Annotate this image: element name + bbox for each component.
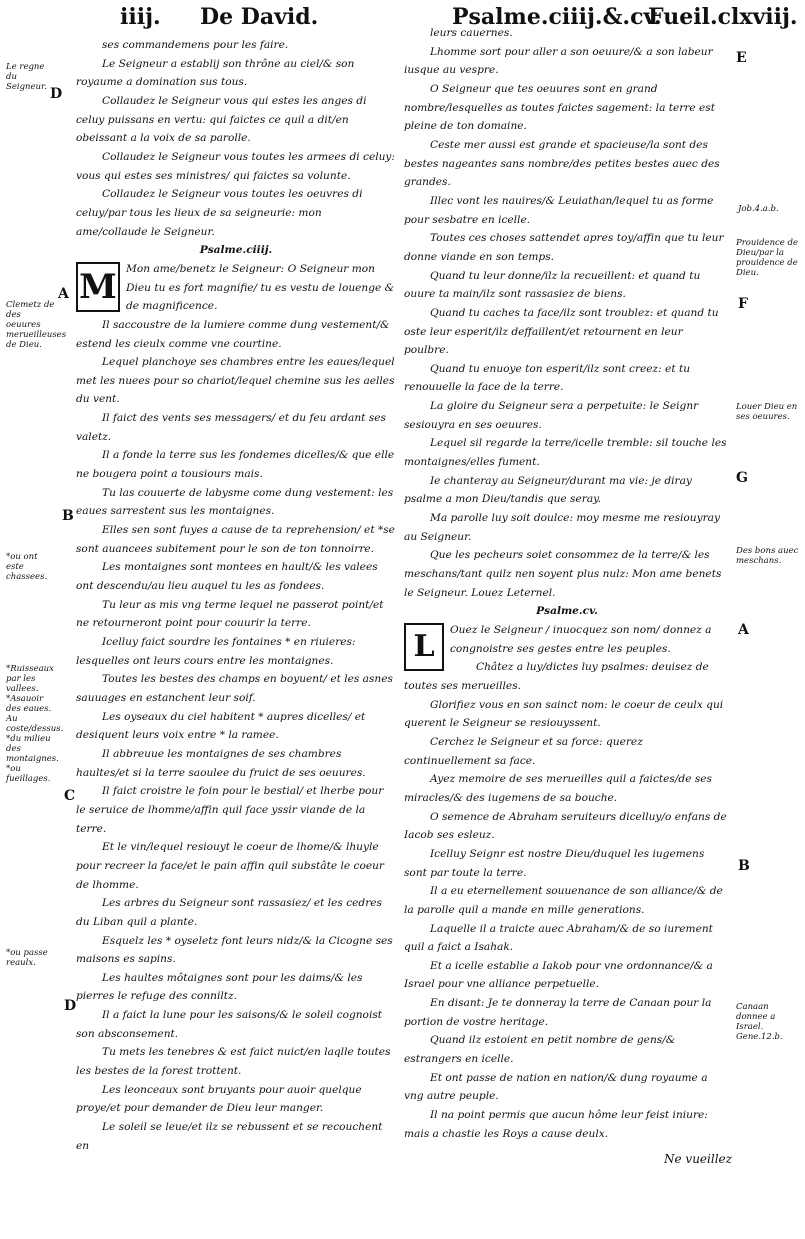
verse-paragraph — [404, 920, 730, 957]
left-margin-letter: C — [64, 788, 76, 804]
verse-text: Icelluy faict sourdre les fontaines * en riuieres: lesquelles ont leurs cours entre les montaignes. — [76, 636, 356, 667]
verse-text: Les arbres du Seigneur sont rassasiez/ et les cedres du Liban quil a plante. — [76, 897, 382, 928]
verse-text: Collaudez le Seigneur vous toutes les armees di celuy: vous qui estes ses ministres/ qui faictes sa volunte. — [76, 150, 395, 182]
verse-paragraph — [76, 894, 396, 931]
verse-paragraph — [76, 558, 396, 595]
verse-text: Mon ame/benetz le Seigneur: O Seigneur mon Dieu tu es fort magnifie/ tu es vestu de louenge & de magnificence. — [126, 262, 395, 313]
verse-text: Le Seigneur a establij son thrône au ciel/& son royaume a domination sus tous. — [76, 57, 355, 89]
verse-paragraph — [76, 969, 396, 1006]
verse-paragraph — [404, 24, 730, 43]
verse-text: Les montaignes sont montees en hault/& les valees ont descendu/au lieu auquel tu les as fondees. — [76, 561, 378, 593]
verse-paragraph — [404, 845, 730, 882]
verse-text: Les leonceaux sont bruyants pour auoir quelque proye/et pour demander de Dieu leur manger. — [76, 1083, 362, 1115]
verse-paragraph — [76, 55, 396, 92]
verse-text: Glorifiez vous en son sainct nom: le coeur de ceulx qui querent le Seigneur se resiouyssent. — [404, 698, 724, 730]
verse-paragraph — [76, 932, 396, 969]
psalm-heading — [76, 241, 396, 260]
verse-paragraph — [76, 1118, 396, 1155]
verse-text: Et ont passe de nation en nation/& dung royaume a vng autre peuple. — [404, 1071, 708, 1103]
verse-paragraph — [404, 472, 730, 509]
verse-text: O semence de Abraham seruiteurs dicelluy/o enfans de Iacob ses esleuz. — [404, 810, 727, 842]
verse-paragraph — [76, 185, 396, 241]
verse-text: Icelluy Seignr est nostre Dieu/duquel les iugemens sont par toute la terre. — [404, 847, 705, 879]
verse-paragraph — [76, 670, 396, 707]
verse-paragraph — [404, 80, 730, 136]
verse-paragraph — [404, 43, 730, 80]
verse-paragraph — [76, 521, 396, 558]
verse-paragraph — [404, 621, 730, 664]
verse-paragraph — [404, 192, 730, 229]
drop-cap-initial: L — [404, 623, 444, 671]
verse-text: Elles sen sont fuyes a cause de ta reprehension/ et *se sont auancees subitement pour le son de ton tonnoirre. — [76, 524, 395, 555]
verse-paragraph — [404, 1031, 730, 1068]
verse-paragraph — [76, 353, 396, 409]
verse-paragraph — [404, 509, 730, 546]
verse-paragraph — [76, 1081, 396, 1118]
verse-text: Collaudez le Seigneur vous qui estes les anges di celuy puissans en vertu: qui faictes ce quil a dit/en obeissant a la voix de sa parolle. — [76, 94, 367, 145]
verse-text: Et le vin/lequel resiouyt le coeur de lhome/& lhuyle pour recreer la face/et le pain affin quil substâte le coeur de lhomme. — [76, 841, 384, 891]
left-margin-note: Le regne du Seigneur. — [6, 62, 47, 92]
right-margin-note: Job.4.a.b. — [738, 204, 779, 214]
verse-paragraph — [404, 136, 730, 192]
verse-text: Il a faict la lune pour les saisons/& le soleil cognoist son absconsement. — [76, 1009, 383, 1040]
left-margin-note: *ou passe reaulx. — [6, 948, 48, 968]
verse-paragraph — [76, 782, 396, 838]
psalm-heading — [404, 602, 730, 621]
verse-text: Les haultes môtaignes sont pour les daims/& les pierres le refuge des conniltz. — [76, 971, 363, 1003]
verse-text: Laquelle il a traicte auec Abraham/& de so iurement quil a faict a Isahak. — [404, 922, 713, 954]
verse-paragraph — [404, 546, 730, 602]
verse-text: Et a icelle establie a Iakob pour vne ordonnance/& a Israel pour vne alliance perpetuelle. — [404, 959, 713, 991]
verse-paragraph — [76, 92, 396, 148]
right-margin-note: Canaan donnee a Israel. Gene.12.b. — [736, 1002, 783, 1042]
verse-text: Quand ilz estoient en petit nombre de gens/& estrangers en icelle. — [404, 1034, 676, 1066]
verse-text: Ceste mer aussi est grande et spacieuse/la sont des bestes nageantes sans nombre/des petites bestes auec des grandes. — [404, 138, 720, 189]
verse-text: Il na point permis que aucun hôme leur feist iniure: mais a chastie les Roys a cause deulx. — [404, 1109, 708, 1140]
verse-paragraph — [404, 1106, 730, 1143]
verse-paragraph — [76, 1006, 396, 1043]
verse-paragraph — [404, 1069, 730, 1106]
right-folio: Fueil.clxviij. — [648, 4, 798, 30]
right-title: Psalme.ciiij.&.cv. — [452, 4, 662, 30]
left-title: De David. — [200, 4, 319, 30]
left-folio: iiij. — [120, 4, 161, 30]
verse-text: Lequel sil regarde la terre/icelle tremble: sil touche les montaignes/elles fument. — [404, 437, 727, 469]
left-margin-letter: B — [62, 508, 74, 524]
verse-text: Il abbreuue les montaignes de ses chambres haultes/et si la terre saoulee du fruict de ses oeuures. — [76, 747, 366, 779]
verse-paragraph — [76, 446, 396, 483]
verse-paragraph — [404, 957, 730, 994]
verse-paragraph — [404, 360, 730, 397]
verse-paragraph — [404, 229, 730, 266]
verse-text: O Seigneur que tes oeuures sont en grand nombre/lesquelles as toutes faictes sagement: la terre est pleine de ton domaine. — [404, 82, 716, 133]
verse-paragraph — [76, 596, 396, 633]
verse-text: Le soleil se leue/et ilz se rebussent et se recouchent en — [76, 1121, 383, 1152]
verse-text: Les oyseaux du ciel habitent * aupres dicelles/ et desiquent leurs voix entre * la ramee. — [76, 710, 366, 742]
verse-text: Ouez le Seigneur / inuocquez son nom/ donnez a congnoistre ses gestes entre les peuples. — [450, 624, 712, 655]
verse-text: Toutes les bestes des champs en boyuent/ et les asnes sauuages en estanchent leur soif. — [76, 673, 393, 704]
drop-cap-initial: M — [76, 262, 120, 312]
catchword: Ne vueillez — [664, 1152, 732, 1166]
verse-text: Il saccoustre de la lumiere comme dung vestement/& estend les cieulx comme vne courtine. — [76, 318, 390, 350]
verse-text: Lequel planchoye ses chambres entre les eaues/lequel met les nuees pour so chariot/lequel chemine sus les aelles du vent. — [76, 356, 395, 406]
left-margin-note: Clemetz de des oeuures merueilleuses de Dieu. — [6, 300, 67, 350]
verse-paragraph — [404, 434, 730, 471]
verse-text: Toutes ces choses sattendet apres toy/affin que tu leur donne viande en son temps. — [404, 232, 724, 263]
right-margin-letter: E — [736, 50, 747, 66]
verse-text: Tu leur as mis vng terme lequel ne passerot point/et ne retourneront point pour couurir la terre. — [76, 598, 384, 630]
right-margin-letter: A — [738, 622, 749, 638]
verse-text: Collaudez le Seigneur vous toutes les oeuvres di celuy/par tous les lieux de sa seigneurie: mon ame/collaude le Seigneur. — [76, 188, 363, 238]
verse-text: Tu mets les tenebres & est faict nuict/en laqlle toutes les bestes de la forest trottent. — [76, 1046, 391, 1078]
left-text-column — [76, 36, 396, 1155]
verse-text: Tu las couuerte de labysme come dung vestement: les eaues sarrestent sus les montaignes. — [76, 486, 394, 518]
right-margin-note: Prouidence de Dieu/par la prouidence de Dieu. — [736, 238, 799, 278]
left-margin-note: *Asauoir des eaues. Au coste/dessus. *du milieu des montaignes. *ou fueillages. — [6, 694, 64, 784]
verse-text: Lhomme sort pour aller a son oeuure/& a son labeur iusque au vespre. — [404, 45, 713, 77]
verse-paragraph — [404, 658, 730, 695]
verse-paragraph — [404, 882, 730, 919]
verse-text: Illec vont les nauires/& Leuiathan/lequel tu as forme pour sesbatre en icelle. — [404, 194, 714, 226]
verse-text: Psalme.ciiij. — [199, 244, 273, 257]
verse-paragraph — [404, 397, 730, 434]
verse-paragraph — [76, 409, 396, 446]
verse-paragraph — [76, 36, 396, 55]
left-margin-letter: D — [64, 998, 77, 1014]
verse-paragraph — [76, 745, 396, 782]
verse-paragraph — [76, 316, 396, 353]
right-margin-letter: F — [738, 296, 748, 312]
verse-paragraph — [76, 633, 396, 670]
right-text-column — [404, 24, 730, 1143]
verse-paragraph — [76, 484, 396, 521]
verse-text: Quand tu leur donne/ilz la recueillent: et quand tu ouure ta main/ilz sont rassasiez de biens. — [404, 269, 701, 301]
verse-text: Cerchez le Seigneur et sa force: querez continuellement sa face. — [404, 735, 643, 767]
verse-paragraph — [76, 1043, 396, 1080]
verse-text: Psalme.cv. — [536, 605, 598, 618]
verse-text: Quand tu enuoye ton esperit/ilz sont creez: et tu renouuelle la face de la terre. — [404, 362, 691, 394]
verse-text: Ma parolle luy soit doulce: moy mesme me resiouyray au Seigneur. — [404, 512, 720, 543]
verse-text: Esquelz les * oyseletz font leurs nidz/& la Cicogne ses maisons es sapins. — [76, 934, 393, 966]
verse-paragraph — [76, 708, 396, 745]
verse-text: Ie chanteray au Seigneur/durant ma vie: je diray psalme a mon Dieu/tandis que seray. — [404, 474, 692, 506]
verse-paragraph — [76, 148, 396, 185]
verse-text: Quand tu caches ta face/ilz sont troublez: et quand tu oste leur esperit/ilz deffaillent/et retournent en leur poulbre. — [404, 306, 719, 357]
verse-paragraph — [76, 838, 396, 894]
verse-paragraph — [76, 260, 396, 316]
verse-text: Il a fonde la terre sus les fondemes dicelles/& que elle ne bougera point a tousiours mais. — [76, 449, 395, 481]
right-margin-note: Louer Dieu en ses oeuures. — [736, 402, 798, 422]
left-margin-letter: A — [58, 286, 69, 302]
verse-text: leurs cauernes. — [430, 27, 513, 39]
left-margin-note: *Ruisseaux par les vallees. — [6, 664, 54, 694]
verse-text: Que les pecheurs soiet consommez de la terre/& les meschans/tant quilz nen soyent plus nulz: Mon ame benets le Seigneur. Louez Leternel. — [404, 549, 722, 599]
verse-paragraph — [404, 733, 730, 770]
verse-text: Il faict des vents ses messagers/ et du feu ardant ses valetz. — [76, 412, 386, 443]
verse-text: Il faict croistre le foin pour le bestial/ et lherbe pour le seruice de lhomme/affin quil face yssir viande de la terre. — [76, 785, 384, 835]
right-margin-letter: G — [736, 470, 748, 486]
left-margin-letter: D — [50, 86, 63, 102]
left-margin-note: *ou ont este chassees. — [6, 552, 48, 582]
verse-text: Ayez memoire de ses merueilles quil a faictes/de ses miracles/& des iugemens de sa bouche. — [404, 773, 712, 804]
verse-text: Châtez a luy/dictes luy psalmes: deuisez de toutes ses merueilles. — [404, 661, 709, 692]
right-margin-note: Des bons auec meschans. — [736, 546, 799, 566]
verse-paragraph — [404, 808, 730, 845]
verse-text: La gloire du Seigneur sera a perpetuite: le Seignr sesiouyra en ses oeuures. — [404, 400, 699, 431]
right-margin-letter: B — [738, 858, 750, 874]
verse-paragraph — [404, 770, 730, 807]
verse-paragraph — [404, 267, 730, 304]
verse-text: En disant: Je te donneray la terre de Canaan pour la portion de vostre heritage. — [404, 997, 712, 1028]
verse-paragraph — [404, 994, 730, 1031]
verse-paragraph — [404, 304, 730, 360]
verse-text: Il a eu eternellement souuenance de son alliance/& de la parolle quil a mande en mille generations. — [404, 885, 723, 916]
verse-paragraph — [404, 696, 730, 733]
verse-text: ses commandemens pour les faire. — [102, 39, 289, 51]
